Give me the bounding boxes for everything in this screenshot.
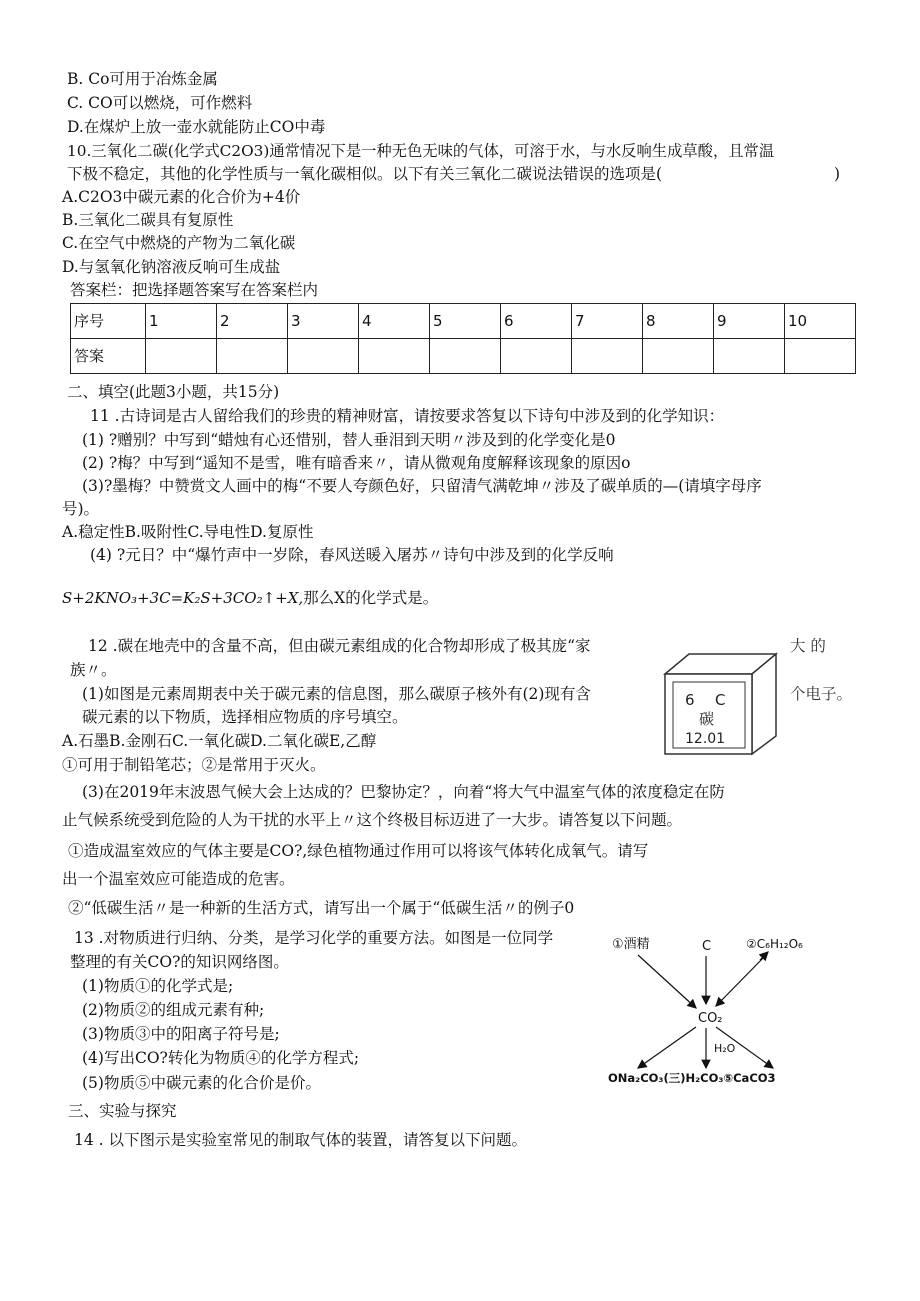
answer-cell[interactable] [288,339,359,374]
answer-table [70,303,856,374]
element-mass: 12.01 [685,731,726,747]
q11-stem: 11 .古诗词是古人留给我们的珍贵的精神财富，请按要求答复以下诗句中涉及到的化学知识： [90,407,725,425]
q12-part1-line2: 碳元素的以下物质，选择相应物质的序号填空。 [82,708,408,726]
q12-stem-line2: 族〃。 [70,661,117,679]
number-cell: 8 [643,304,714,339]
q11-part2: (2) ?梅？中写到“遥知不是雪，唯有暗香来〃，请从微观角度解释该现象的原因o [82,454,631,472]
q13-stem-line1: 13 .对物质进行归纳、分类，是学习化学的重要方法。如图是一位同学 [74,929,554,947]
row-header-number: 序号 [71,304,146,339]
q12-part3-q2: ②“低碳生活〃是一种新的生活方式，请写出一个属于“低碳生活〃的例子0 [68,899,575,917]
q13-part2: (2)物质②的组成元素有种; [82,1001,265,1019]
bottom-nodes: ONa₂CO₃(三)H₂CO₃⑤CaCO3 [608,1071,776,1085]
q12-options: A.石墨B.金刚石C.一氧化碳D.二氧化碳E,乙醇 [62,732,377,750]
element-card-drawing [663,652,778,756]
element-name: 碳 [699,710,715,728]
edge-label-water: H₂O [714,1042,736,1055]
number-cell: 7 [572,304,643,339]
q9-option-b: B. Co可用于冶炼金属 [67,70,218,88]
q10-option-c: C.在空气中燃烧的产物为二氧化碳 [62,234,296,252]
section2-title: 二、填空(此题3小题，共15分) [67,383,280,401]
q12-part3-line1: (3)在2019年末波恩气候大会上达成的？巴黎协定？，向着“将大气中温室气体的浓度稳定在防 [82,783,725,801]
answer-cell[interactable] [359,339,430,374]
element-atomic-number: 6 [685,691,695,709]
node-glucose: ②C₆H₁₂O₆ [746,937,803,951]
arrow-co2-to-sodium-carbonate [638,1027,696,1068]
q10-option-d: D.与氢氧化钠溶液反响可生成盐 [62,258,281,276]
q11-part4: (4) ?元日？中“爆竹声中一岁除，春风送暖入屠苏〃诗句中涉及到的化学反响 [90,546,614,564]
q13-part3: (3)物质③中的阳离子符号是; [82,1025,280,1043]
answer-cell[interactable] [643,339,714,374]
q13-part1: (1)物质①的化学式是; [82,977,234,995]
q10-stem-line2: 下极不稳定，其他的化学性质与一氧化碳相似。以下有关三氧化二碳说法错误的选项是( [67,165,663,183]
q11-equation-line [62,588,438,608]
answer-cell[interactable] [430,339,501,374]
section3-title: 三、实验与探究 [68,1102,177,1120]
q11-part3-line1: (3)?墨梅？中赞赏文人画中的梅“不要人夸颜色好，只留清气满乾坤〃涉及了碳单质的—(请填字母序 [82,477,762,495]
q12-part3-q1-line1: ①造成温室效应的气体主要是CO?,绿色植物通过作用可以将该气体转化成氧气。请写 [68,842,649,860]
arrow-glucose-co2 [716,955,766,1006]
q12-stem-right: 大 的 [790,637,826,655]
q10-stem-line1: 10.三氧化二碳(化学式C2O3)通常情况下是一种无色无味的气体，可溶于水，与水反响生成草酸，且常温 [67,142,775,160]
q13-part4: (4)写出CO?转化为物质④的化学方程式; [82,1049,360,1067]
answer-bar-label: 答案栏：把选择题答案写在答案栏内 [70,281,319,299]
answer-cell[interactable] [146,339,217,374]
number-cell: 9 [714,304,785,339]
q14-stem: 14 . 以下图示是实验室常见的制取气体的装置，请答复以下问题。 [74,1131,528,1149]
q12-stem-line1: 12 .碳在地壳中的含量不高，但由碳元素组成的化合物却形成了极其庞“家 [88,637,591,655]
number-cell: 3 [288,304,359,339]
number-cell: 4 [359,304,430,339]
q12-part1-line1: (1)如图是元素周期表中关于碳元素的信息图，那么碳原子核外有(2)现有含 [82,685,591,703]
node-alcohol: ①酒精 [612,937,650,952]
q11-part1: (1) ?赠别？中写到“蜡烛有心还惜别，替人垂泪到天明〃涉及到的化学变化是0 [82,431,616,449]
q10-paren-close: ) [834,165,841,183]
q11-equation: S+2KNO₃+3C=K₂S+3CO₂↑+X, [62,589,304,607]
q12-part3-q1-line2: 出一个温室效应可能造成的危害。 [62,870,295,888]
answer-cell[interactable] [714,339,785,374]
q11-part3-line2: 号)。 [62,500,100,518]
answer-table-row-answers [71,339,856,374]
q11-equation-tail: 那么X的化学式是。 [303,589,439,607]
q9-option-d: D.在煤炉上放一壶水就能防止CO中毒 [67,118,326,136]
answer-table-row-numbers [71,304,856,339]
arrow-co2-to-glucose-head [760,952,768,960]
number-cell: 10 [785,304,856,339]
q12-part1-right: 个电子。 [790,685,853,703]
node-co2: CO₂ [698,1011,723,1026]
answer-cell[interactable] [785,339,856,374]
arrow-alcohol-to-co2 [638,955,696,1008]
answer-cell[interactable] [217,339,288,374]
q13-stem-line2: 整理的有关CO?的知识网络图。 [70,953,289,971]
q13-part5: (5)物质⑤中碳元素的化合价是价。 [82,1074,321,1092]
answer-cell[interactable] [501,339,572,374]
q10-option-a: A.C2O3中碳元素的化合价为+4价 [62,188,301,206]
answer-cell[interactable] [572,339,643,374]
number-cell: 6 [501,304,572,339]
q12-part3-line2: 止气候系统受到危险的人为干扰的水平上〃这个终极目标迈进了一大步。请答复以下问题。 [62,811,683,829]
node-carbon: C [702,939,712,954]
element-symbol: C [715,691,726,709]
co2-network-diagram [608,930,808,1090]
q10-option-b: B.三氧化二碳具有复原性 [62,211,234,229]
row-header-answer: 答案 [71,339,146,374]
q11-options: A.稳定性B.吸附性C.导电性D.复原性 [62,523,314,541]
number-cell: 2 [217,304,288,339]
number-cell: 1 [146,304,217,339]
q9-option-c: C. CO可以燃烧，可作燃料 [67,94,253,112]
q12-uses: ①可用于制铅笔芯；②是常用于灭火。 [62,756,326,774]
number-cell: 5 [430,304,501,339]
carbon-element-card [663,652,778,756]
